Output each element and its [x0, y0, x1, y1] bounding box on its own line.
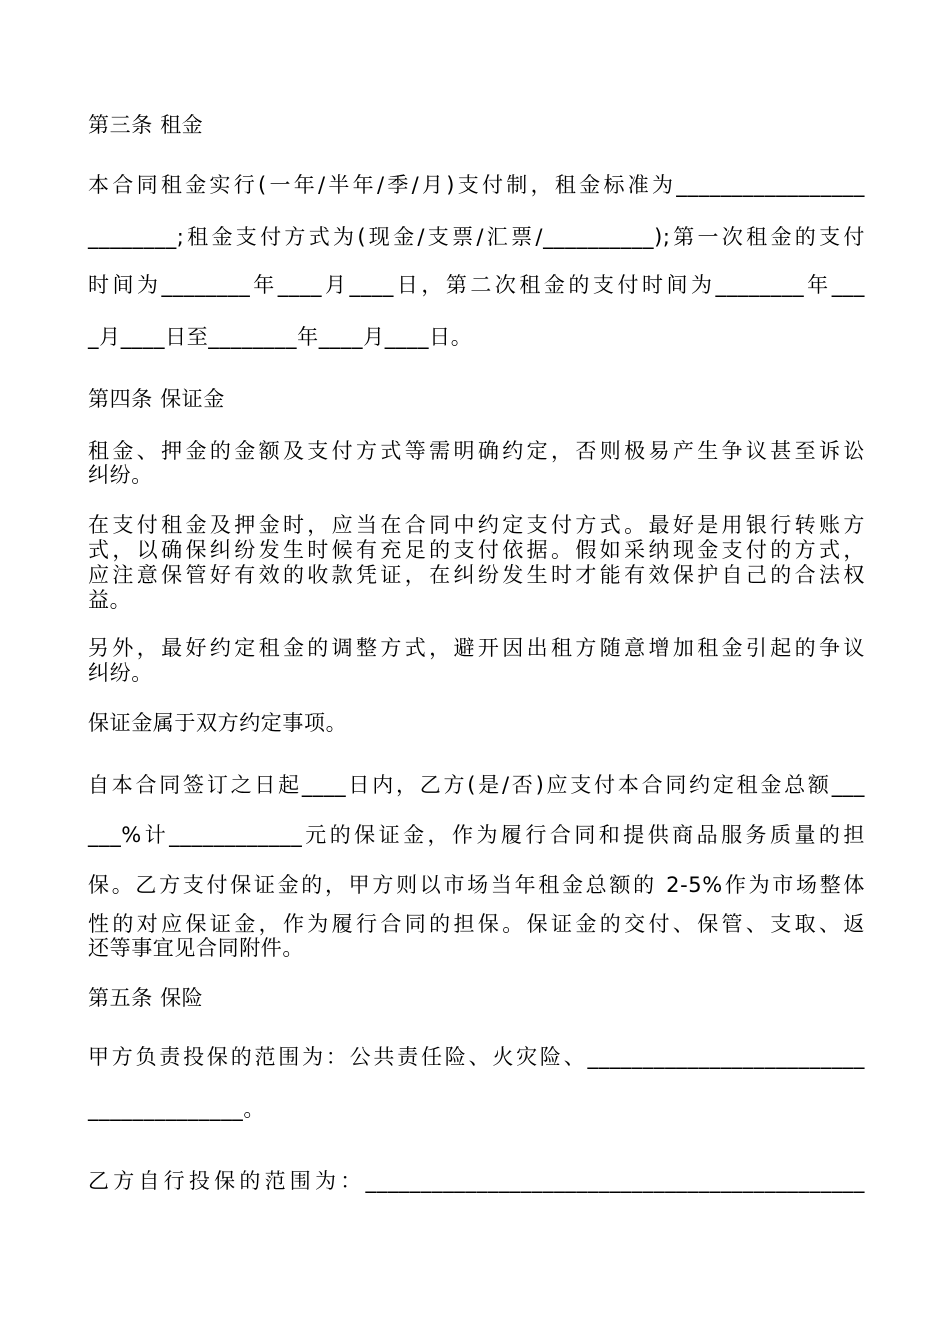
article-4-para-5-line-3: 保。乙方支付保证金的，甲方则以市场当年租金总额的 2-5%作为市场整体 — [88, 873, 865, 897]
article-5-line-3: 乙方自行投保的范围为：_____________________________________________ — [88, 1169, 865, 1193]
article-3-line-4: _月____日至________年____月____日。 — [88, 325, 473, 349]
article-4-para-1-line-2: 纠纷。 — [88, 463, 153, 487]
article-3-line-1: 本合同租金实行(一年/半年/季/月)支付制，租金标准为_________________ — [88, 173, 865, 197]
article-4-para-2-line-4: 益。 — [88, 588, 132, 612]
article-4-para-3-line-2: 纠纷。 — [88, 661, 153, 685]
article-4-para-5-line-1: 自本合同签订之日起____日内，乙方(是/否)应支付本合同约定租金总额___ — [88, 773, 865, 797]
article-4-para-2-line-2: 式，以确保纠纷发生时候有充足的支付依据。假如采纳现金支付的方式， — [88, 538, 865, 562]
article-4-para-3-line-1: 另外，最好约定租金的调整方式，避开因出租方随意增加租金引起的争议 — [88, 636, 865, 660]
article-5-line-1: 甲方负责投保的范围为：公共责任险、火灾险、_________________________ — [88, 1045, 865, 1069]
document-page — [88, 0, 868, 1344]
article-4-para-1-line-1: 租金、押金的金额及支付方式等需明确约定，否则极易产生争议甚至诉讼 — [88, 439, 865, 463]
article-5-line-2: ______________。 — [88, 1097, 265, 1121]
article-4-para-5-line-4: 性的对应保证金，作为履行合同的担保。保证金的交付、保管、支取、返 — [88, 912, 865, 936]
article-4-para-5-line-2: ___%计____________元的保证金，作为履行合同和提供商品服务质量的担 — [88, 823, 865, 847]
article-3-line-3: 时间为________年____月____日，第二次租金的支付时间为________年___ — [88, 273, 865, 297]
article-3-heading: 第三条 租金 — [88, 113, 204, 137]
article-4-heading: 第四条 保证金 — [88, 387, 225, 411]
article-4-para-5-line-5: 还等事宜见合同附件。 — [88, 936, 304, 960]
article-3-line-2: ________;租金支付方式为(现金/支票/汇票/__________);第一次租金的支付 — [88, 225, 865, 249]
article-4-para-2-line-1: 在支付租金及押金时，应当在合同中约定支付方式。最好是用银行转账方 — [88, 513, 865, 537]
article-5-heading: 第五条 保险 — [88, 986, 204, 1010]
article-4-para-2-line-3: 应注意保管好有效的收款凭证，在纠纷发生时才能有效保护自己的合法权 — [88, 563, 865, 587]
article-4-para-4: 保证金属于双方约定事项。 — [88, 711, 348, 735]
